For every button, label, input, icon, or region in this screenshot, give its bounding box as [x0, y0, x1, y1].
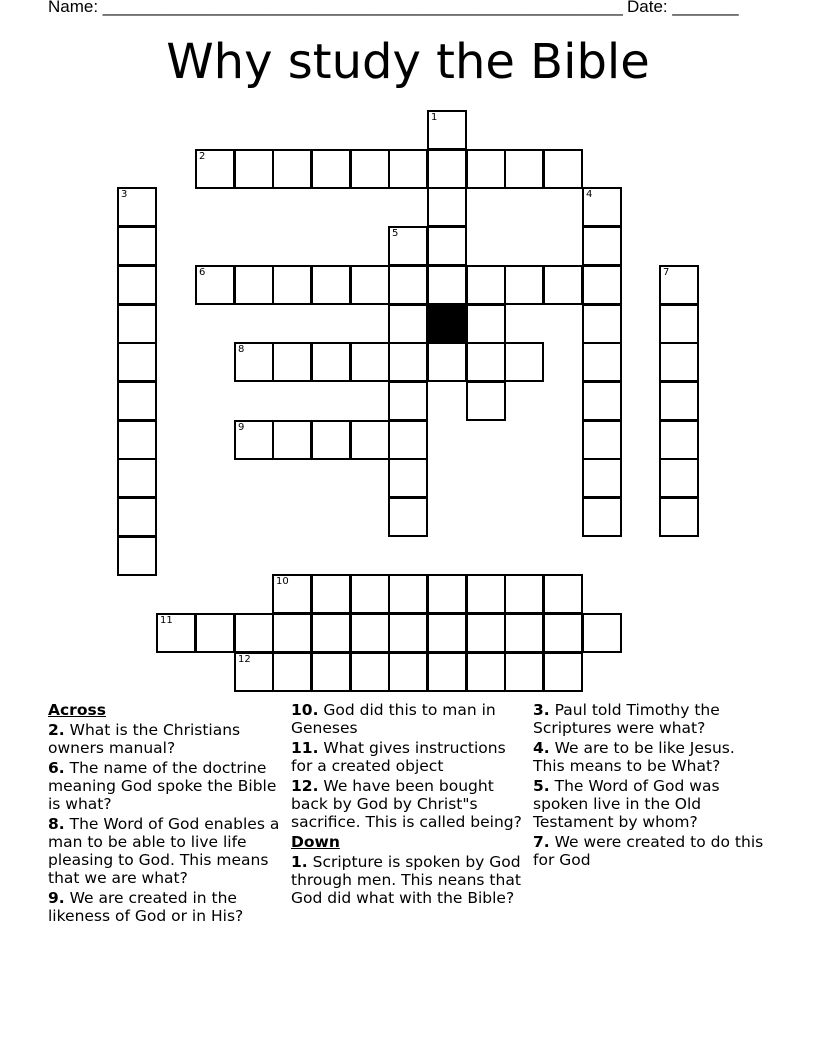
clue-text: God did this to man in Geneses — [291, 701, 496, 737]
clue-number-label: 5 — [392, 228, 399, 239]
grid-cell[interactable] — [234, 420, 274, 460]
grid-cell[interactable] — [466, 574, 506, 614]
grid-cell[interactable] — [659, 381, 699, 421]
clue-number: 6. — [48, 759, 65, 777]
grid-cell[interactable] — [234, 342, 274, 382]
grid-cell[interactable] — [311, 149, 351, 189]
grid-cell[interactable] — [466, 342, 506, 382]
grid-cell[interactable] — [195, 265, 235, 305]
clue-text: The Word of God enables a man to be able to live life pleasing to God. This means that we are what? — [48, 815, 280, 887]
grid-cell[interactable] — [350, 613, 390, 653]
clue-down-5 — [533, 777, 769, 831]
clue-text: What gives instructions for a created object — [291, 739, 506, 775]
grid-cell[interactable] — [659, 342, 699, 382]
grid-cell[interactable] — [234, 613, 274, 653]
grid-cell[interactable] — [582, 381, 622, 421]
grid-cell[interactable] — [350, 420, 390, 460]
clue-number: 10. — [291, 701, 319, 719]
grid-cell[interactable] — [117, 304, 157, 344]
grid-cell[interactable] — [234, 265, 274, 305]
date-field-label: Date: _______ — [627, 0, 739, 16]
grid-cell[interactable] — [543, 613, 583, 653]
clue-down-3 — [533, 701, 769, 737]
grid-cell[interactable] — [543, 265, 583, 305]
grid-cell[interactable] — [427, 149, 467, 189]
clue-number-label: 11 — [160, 615, 173, 626]
clue-number: 8. — [48, 815, 65, 833]
grid-cell[interactable] — [311, 342, 351, 382]
grid-cell[interactable] — [504, 574, 544, 614]
grid-cell[interactable] — [582, 226, 622, 266]
grid-cell[interactable] — [234, 652, 274, 692]
grid-cell[interactable] — [388, 458, 428, 498]
clue-down-1 — [291, 853, 527, 907]
clue-number: 11. — [291, 739, 319, 757]
clue-number: 9. — [48, 889, 65, 907]
grid-cell[interactable] — [350, 265, 390, 305]
grid-cell[interactable] — [272, 613, 312, 653]
grid-cell[interactable] — [117, 381, 157, 421]
grid-cell[interactable] — [427, 187, 467, 227]
grid-cell[interactable] — [311, 265, 351, 305]
clue-number: 12. — [291, 777, 319, 795]
clue-text: Paul told Timothy the Scriptures were what? — [533, 701, 720, 737]
clues-column-3 — [533, 701, 769, 871]
clue-down-4 — [533, 739, 769, 775]
name-field-label: Name: _______________________________________________________ — [48, 0, 623, 16]
grid-cell[interactable] — [582, 420, 622, 460]
grid-cell[interactable] — [659, 420, 699, 460]
grid-cell[interactable] — [582, 265, 622, 305]
clue-number-label: 2 — [199, 151, 206, 162]
grid-cell[interactable] — [350, 342, 390, 382]
clue-number: 2. — [48, 721, 65, 739]
grid-cell[interactable] — [311, 574, 351, 614]
clue-across-10 — [291, 701, 527, 737]
clue-text: We have been bought back by God by Christ"s sacrifice. This is called being? — [291, 777, 522, 831]
grid-cell[interactable] — [388, 342, 428, 382]
grid-cell[interactable] — [388, 420, 428, 460]
grid-cell[interactable] — [659, 497, 699, 537]
grid-cell[interactable] — [582, 304, 622, 344]
clue-number: 4. — [533, 739, 550, 757]
grid-cell[interactable] — [388, 613, 428, 653]
grid-cell[interactable] — [388, 304, 428, 344]
down-heading: Down — [291, 833, 340, 851]
grid-cell[interactable] — [388, 497, 428, 537]
grid-cell[interactable] — [388, 381, 428, 421]
grid-cell[interactable] — [117, 187, 157, 227]
clue-text: The Word of God was spoken live in the Old Testament by whom? — [533, 777, 720, 831]
grid-cell[interactable] — [311, 652, 351, 692]
clue-number-label: 4 — [586, 189, 593, 200]
grid-cell[interactable] — [117, 458, 157, 498]
grid-cell[interactable] — [504, 342, 544, 382]
grid-cell[interactable] — [659, 304, 699, 344]
clues-column-2 — [291, 701, 527, 909]
grid-cell[interactable] — [582, 497, 622, 537]
grid-cell[interactable] — [195, 613, 235, 653]
grid-cell[interactable] — [311, 420, 351, 460]
grid-cell[interactable] — [117, 342, 157, 382]
clue-number-label: 1 — [431, 112, 438, 123]
grid-cell[interactable] — [427, 652, 467, 692]
clue-number: 3. — [533, 701, 550, 719]
clue-text: We are created in the likeness of God or in His? — [48, 889, 244, 925]
grid-cell[interactable] — [427, 613, 467, 653]
grid-cell[interactable] — [350, 149, 390, 189]
grid-cell[interactable] — [388, 574, 428, 614]
grid-cell[interactable] — [195, 149, 235, 189]
grid-cell[interactable] — [427, 110, 467, 150]
page-title: Why study the Bible — [166, 34, 650, 90]
grid-cell[interactable] — [582, 458, 622, 498]
grid-cell[interactable] — [466, 613, 506, 653]
grid-cell[interactable] — [272, 652, 312, 692]
clue-number-label: 8 — [238, 344, 245, 355]
grid-cell[interactable] — [272, 574, 312, 614]
clue-number-label: 7 — [663, 267, 670, 278]
clue-text: Scripture is spoken by God through men. This neans that God did what with the Bible? — [291, 853, 521, 907]
grid-cell[interactable] — [427, 226, 467, 266]
clue-number-label: 12 — [238, 654, 251, 665]
clue-number-label: 9 — [238, 422, 245, 433]
grid-cell[interactable] — [466, 149, 506, 189]
grid-cell[interactable] — [466, 652, 506, 692]
grid-cell[interactable] — [117, 265, 157, 305]
grid-cell[interactable] — [427, 265, 467, 305]
grid-cell[interactable] — [117, 536, 157, 576]
clue-across-11 — [291, 739, 527, 775]
grid-cell[interactable] — [117, 497, 157, 537]
grid-cell[interactable] — [156, 613, 196, 653]
grid-cell[interactable] — [466, 304, 506, 344]
grid-cell[interactable] — [311, 613, 351, 653]
clue-across-8 — [48, 815, 284, 887]
clues-column-1 — [48, 701, 284, 927]
clue-across-12 — [291, 777, 527, 831]
clue-text: We are to be like Jesus. This means to be What? — [533, 739, 735, 775]
grid-cell[interactable] — [272, 342, 312, 382]
grid-cell[interactable] — [582, 342, 622, 382]
clue-down-7 — [533, 833, 769, 869]
grid-cell[interactable] — [466, 265, 506, 305]
grid-cell[interactable] — [466, 381, 506, 421]
grid-cell[interactable] — [388, 226, 428, 266]
grid-cell[interactable] — [504, 613, 544, 653]
grid-cell[interactable] — [350, 652, 390, 692]
clue-across-9 — [48, 889, 284, 925]
grid-cell[interactable] — [543, 149, 583, 189]
grid-cell[interactable] — [427, 574, 467, 614]
clue-text: We were created to do this for God — [533, 833, 764, 869]
clue-number: 5. — [533, 777, 550, 795]
clue-number: 1. — [291, 853, 308, 871]
grid-cell[interactable] — [543, 652, 583, 692]
grid-cell[interactable] — [504, 149, 544, 189]
grid-cell[interactable] — [388, 265, 428, 305]
grid-cell[interactable] — [234, 149, 274, 189]
grid-cell[interactable] — [350, 574, 390, 614]
grid-cell[interactable] — [388, 652, 428, 692]
clue-number-label: 6 — [199, 267, 206, 278]
grid-cell[interactable] — [427, 342, 467, 382]
clue-text: The name of the doctrine meaning God spoke the Bible is what? — [48, 759, 277, 813]
blocked-cell — [427, 304, 467, 344]
clue-text: What is the Christians owners manual? — [48, 721, 241, 757]
grid-cell[interactable] — [117, 226, 157, 266]
clue-across-6 — [48, 759, 284, 813]
grid-cell[interactable] — [272, 420, 312, 460]
grid-cell[interactable] — [582, 613, 622, 653]
clue-number-label: 3 — [121, 189, 128, 200]
grid-cell[interactable] — [504, 265, 544, 305]
clue-number: 7. — [533, 833, 550, 851]
grid-cell[interactable] — [582, 187, 622, 227]
grid-cell[interactable] — [504, 652, 544, 692]
grid-cell[interactable] — [659, 265, 699, 305]
clue-across-2 — [48, 721, 284, 757]
grid-cell[interactable] — [659, 458, 699, 498]
grid-cell[interactable] — [388, 149, 428, 189]
clue-number-label: 10 — [276, 576, 289, 587]
grid-cell[interactable] — [543, 574, 583, 614]
grid-cell[interactable] — [117, 420, 157, 460]
grid-cell[interactable] — [272, 265, 312, 305]
across-heading: Across — [48, 701, 106, 719]
grid-cell[interactable] — [272, 149, 312, 189]
